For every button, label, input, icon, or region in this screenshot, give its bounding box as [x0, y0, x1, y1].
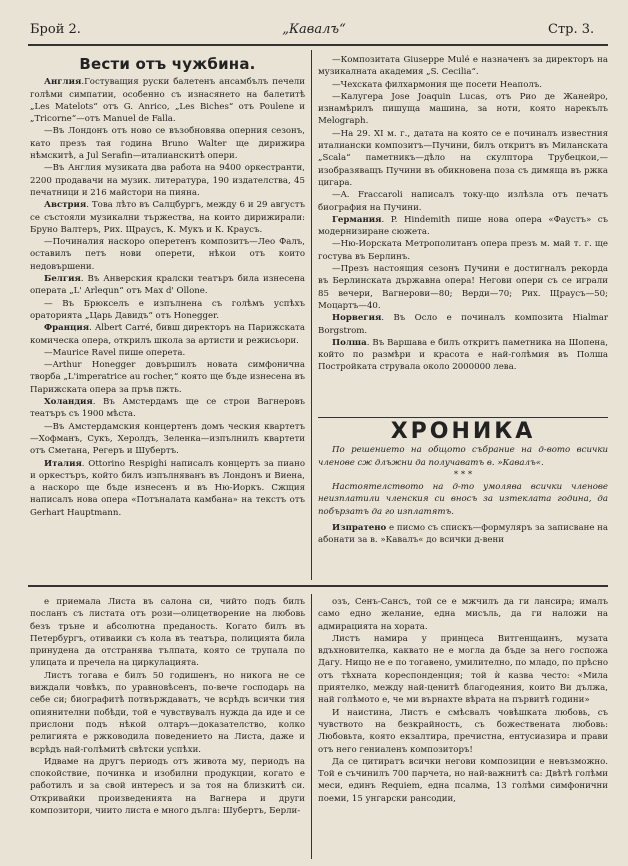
news-item	[30, 236, 305, 273]
chronicle-notice-1: По решението на общото събрание на д-вото всички членове сж длъжни да получаватъ в. »Кавалъ«.	[318, 445, 608, 468]
article-paragraph: Идваме на другъ периодъ отъ живота му, периодъ на спокойствие, починка и изобилни продукции, когато е работилъ и за свой интересъ и за тоя на близкитѣ си. Откривайки произведенията на Вагнера и други композитори, чиито листа е много дълга: Шубертъ, Берли-	[30, 756, 305, 817]
news-item	[318, 214, 608, 239]
news-text: . Въ Амстердамъ ще се строи Вагнеровъ театъръ съ 1900 мѣста.	[30, 397, 305, 420]
news-text: —Arthur Honegger довършилъ новата симфонична творба „L'imperatrice au rocher,“ която ще бъде изнесена въ Парижската опера за пръв пжть.	[30, 360, 305, 395]
country-label: Франция	[44, 323, 90, 334]
news-item	[30, 396, 305, 421]
news-item	[318, 91, 608, 128]
newspaper-title: „Кавалъ“	[282, 22, 346, 37]
article-paragraph: е приемала Листа въ салона си, чийто подъ билъ посланъ съ листата отъ рози—олицетворение на любовь безъ тръне и абсолютна преданость. Когато билъ въ Петербургъ, отиваики съ кола въ театъра, полицията била принудена да отстранява тълпата, която се трупала по улицата и пречела на циркулацията.	[30, 597, 305, 669]
news-item	[30, 199, 305, 236]
news-item	[30, 162, 305, 199]
news-item	[318, 337, 608, 374]
chronicle-notice-3: Изпратено е писмо съ спискъ—формуляръ за записване на абонати за в. »Кавалъ« до всички д-вени	[318, 523, 608, 546]
country-label: Полша	[332, 337, 367, 348]
country-label: Италия	[44, 458, 82, 469]
news-text: —Въ Амстердамския концертенъ домъ ческия квартетъ—Хофманъ, Сукъ, Херолдъ, Зеленка—изпълнилъ квартети отъ Сметана, Регеръ и Шубертъ.	[30, 421, 305, 457]
country-label: Германия	[332, 214, 382, 225]
news-item	[30, 322, 305, 347]
news-item	[318, 263, 608, 312]
issue-number: Брой 2.	[30, 22, 81, 37]
news-item	[318, 128, 608, 189]
news-item	[30, 298, 305, 323]
article-paragraph: И наистина, Листъ е смѣсвалъ човѣшката любовь, съ чувството на безкрайность, съ божествената любовь: Любовьта, която екзалтира, пречистна, ентусиазира и прави отъ него гениаленъ композиторъ!	[318, 707, 608, 755]
separator-stars: * * *	[453, 469, 473, 480]
news-item	[318, 54, 608, 79]
news-text: —A. Fraccaroli написалъ току-що излѣзла отъ печатъ биография на Пучини.	[318, 190, 608, 213]
article-right-column	[318, 596, 608, 805]
article-column-divider	[311, 594, 312, 859]
country-label: Англия	[44, 77, 82, 88]
news-item	[318, 79, 608, 91]
country-label: Австрия	[44, 200, 87, 211]
news-text: . Въ Варшава е билъ откритъ паметника на Шопена, който по размѣри и красота е най-голѣмия въ Полша Постройката струвала около 2000000 лева.	[318, 337, 608, 373]
news-item	[318, 312, 608, 337]
news-item	[30, 273, 305, 298]
chronicle-notice-2: Настоятелството на д-то умолява всички членове неизплатили членския си вносъ за изтеклата година, да побързатъ да го изплатятъ.	[318, 482, 608, 517]
news-item	[30, 125, 305, 162]
news-text: —Ню-Иорската Метрополитанъ опера презъ м. май т. г. ще гостува въ Берлинъ.	[318, 239, 608, 262]
news-text: —Maurice Ravel пише оперета.	[44, 347, 186, 358]
news-text: . Въ Анверския кралски театъръ била изнесена операта „L' Arlequn“ отъ Max d' Ollone.	[30, 274, 305, 297]
section-rule	[28, 585, 608, 587]
news-section-title: Вести отъ чужбина.	[79, 55, 256, 73]
column-divider	[311, 50, 312, 580]
country-label: Белгия	[44, 274, 81, 285]
country-label: Норвегия	[332, 313, 382, 324]
news-text: —Калугера Jose Joaquin Lucas, отъ Рио де Жанейро, изнамѣрилъ пишуща машина, за ноти, която нарекълъ Melograph.	[318, 91, 608, 127]
article-paragraph: озъ, Сенъ-Сансъ, той се е мжчилъ да ги лансира; ималъ само едно желание, една мисъль, да ги наложи на адмирацията на хората.	[318, 597, 608, 632]
news-text: . Това лѣто въ Салцбургъ, между 6 и 29 августъ се състояли музикални тържества, на които дирижирали: Бруно Валтеръ, Рих. Щраусъ, К. Мукъ и К. Краусъ.	[30, 200, 305, 235]
news-text: . Albert Carré, бивш директоръ на Парижската комическа опера, открилъ школа за артисти и режисьори.	[30, 323, 305, 346]
article-paragraph: Листъ тогава е билъ 50 годишенъ, но никога не се виждали човѣкъ, по уравновѣсенъ, по-вече господарь на себе си; биографитѣ потвърждаватъ, че всрѣдъ всички тия опиянителни побѣди, той е чувствувалъ нужда да иде и се прислони подъ нѣкой олтаръ—доказателство, колко религията е ржководила поведението на Листа, даже и всрѣдъ най-голѣмитѣ свѣтски успѣхи.	[30, 670, 305, 755]
news-text: —Въ Англия музиката два работа на 9400 оркестранти, 2200 продавачи на музик. литература, 190 издателства, 45 печатници и 216 майстори на пияна.	[30, 163, 305, 198]
news-left-column	[30, 55, 305, 519]
page-number: Стр. 3.	[548, 22, 595, 37]
article-paragraph: Да се цитиратъ всички негови композиции е невъзможно. Той е съчинилъ 700 парчета, но най-важнитѣ са: Двѣтѣ голѣми меси, единъ Requiem, една псалма, 13 голѣми симфонични поеми, 15 унгарски рансодии,	[318, 756, 608, 804]
news-text: —Въ Лондонъ отъ ново се възобновява оперния сезонъ, като презъ тая година Bruno Walter ще дирижира нѣмскитѣ, а Jul Serafin—италианскитѣ опери.	[30, 126, 305, 162]
news-item	[30, 421, 305, 458]
news-item	[30, 76, 305, 125]
news-text: . P. Hindemith пише нова опера «Фаустъ» съ модернизиране сюжета.	[318, 214, 608, 238]
news-text: —Композитата Giuseppe Mulé е назначенъ за директоръ на музикалната академия „S. Cecilia“.	[318, 55, 608, 78]
news-item	[318, 238, 608, 263]
news-text: . Въ Осло е починалъ композита Hialmar Borgstrom.	[318, 313, 608, 336]
news-text: — Въ Брюкселъ е изпълнена съ голѣмъ успѣхъ ораторията „Царь Давидъ“ отъ Honegger.	[30, 298, 305, 321]
country-label: Холандия	[44, 397, 93, 408]
header-rule	[28, 44, 608, 46]
chronicle-title: ХРОНИКА	[390, 419, 536, 444]
chronicle-top-rule	[318, 417, 608, 418]
news-text: —Презъ настоящия сезонъ Пучини е достигналъ рекорда въ Берлинската държавна опера! Негови опери съ се играли 85 вечери, Вагнерови—80; Верди—70; Рих. Щраусъ—50; Моцартъ—40.	[318, 264, 608, 311]
chronicle-section	[318, 419, 608, 547]
news-item	[30, 347, 305, 359]
article-paragraph: Листъ намира у принцеса Витгенщаинъ, музата вдъхновителка, каквато не е могла да бъде за него госпожа Дагу. Нищо не е по тогавено, умилително, по младо, по прѣсно отъ тѣхната кореспонденция; той ѝ казва често: «Мила приятелко, между най-ценитѣ благодеяния, които Ви дължа, най голѣмото е, че ми върнахте вѣрата на първитѣ години»	[318, 633, 608, 706]
news-item	[318, 189, 608, 214]
news-text: —На 29. XI м. г., датата на която се е починалъ известния италиански композитъ—Пучини, билъ откритъ въ Миланската „Scala“ паметникъ—дѣло на скулптора Трубецкои,—изобразяващъ Пучини въ обикновена поза съ димяща въ ржка цигара.	[318, 128, 608, 188]
news-text: .Гостуващия руски балетенъ ансамбълъ печели голѣми симпатии, особенно съ изнасянето на балетитѣ „Les Matelots“ отъ G. Anrico, „Les Biches“ отъ Poulene и „Tricorne“—отъ Manuel de Falla.	[30, 77, 305, 125]
article-left-column	[30, 596, 305, 817]
news-item	[30, 359, 305, 396]
news-text: —Починалия наскоро оперетенъ композитъ—Лео Фалъ, оставилъ петъ нови оперети, нѣкои отъ които недовършени.	[30, 237, 305, 272]
news-right-column	[318, 54, 608, 374]
news-text: —Чехската филхармония ще посети Неаполъ.	[332, 79, 543, 90]
news-item	[30, 458, 305, 519]
news-text: . Ottorino Respighi написалъ концертъ за пиано и оркестъръ, който билъ изпълняванъ въ Лондонъ и Виена, а наскоро ще бъде изнесенъ и въ Ню-Иоркъ. Сжщия написалъ нова опера «Потъналата камбана» на текстъ отъ Gerhart Hauptmann.	[30, 458, 305, 518]
